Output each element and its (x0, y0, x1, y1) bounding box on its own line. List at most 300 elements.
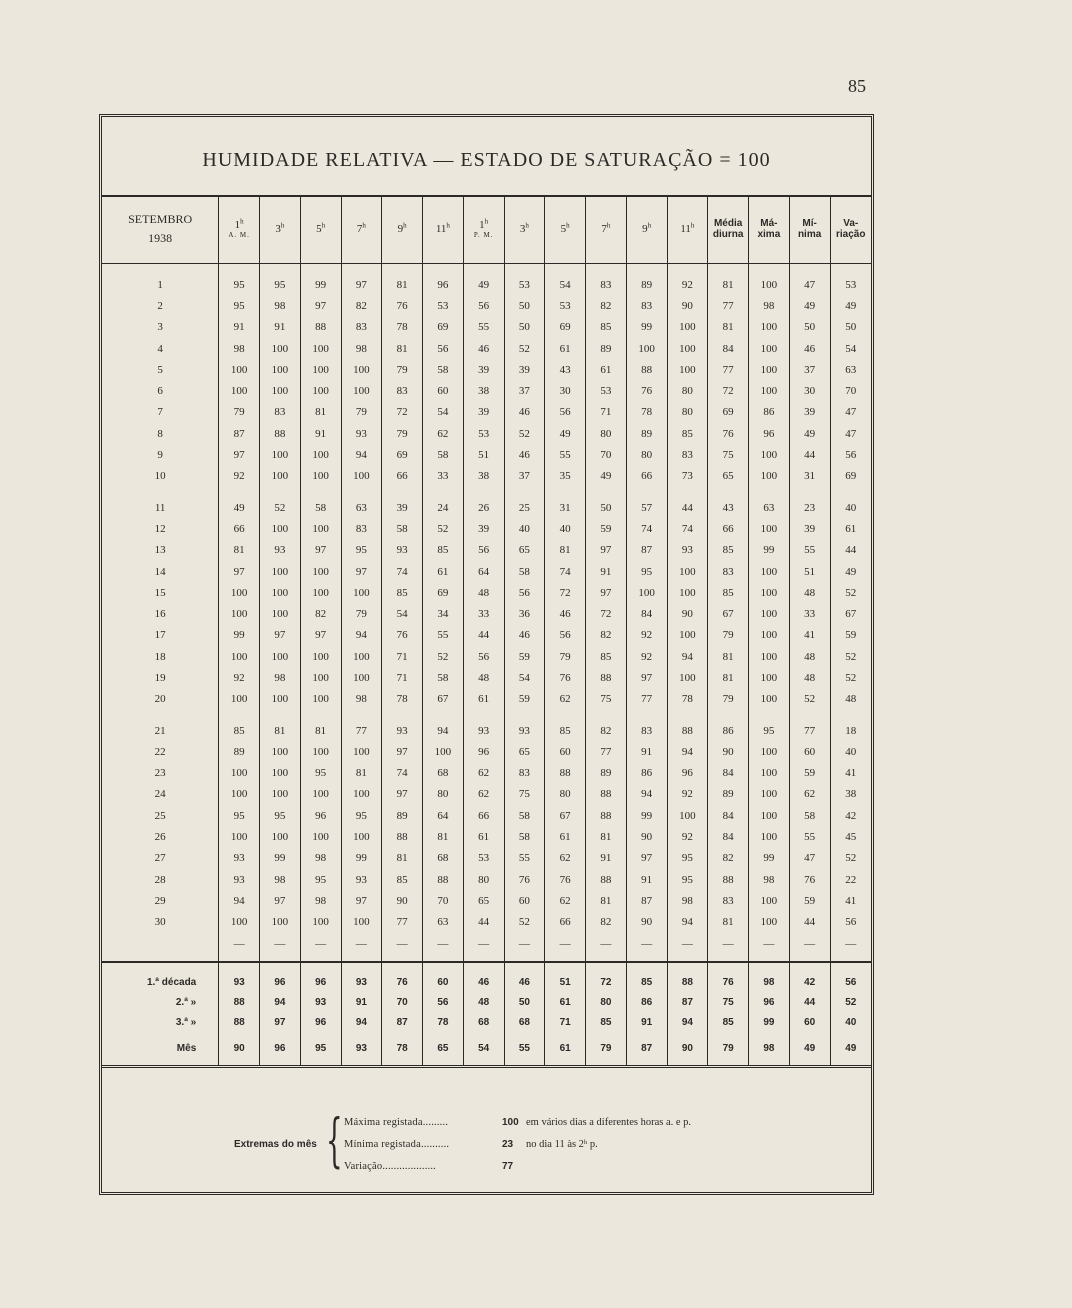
day-cell: 91 (626, 741, 667, 762)
day-cell: 54 (423, 402, 464, 423)
day-cell: 50 (504, 295, 545, 316)
day-cell: 79 (382, 423, 423, 444)
day-cell: 97 (586, 582, 627, 603)
day-cell: 100 (219, 784, 260, 805)
day-cell: 94 (667, 741, 708, 762)
day-cell: 82 (586, 625, 627, 646)
day-cell: 77 (626, 689, 667, 710)
day-cell: 66 (545, 912, 586, 933)
day-cell: 100 (749, 380, 790, 401)
day-cell: 37 (504, 466, 545, 487)
day-cell: 78 (626, 402, 667, 423)
day-cell: 72 (586, 603, 627, 624)
spacer-cell (749, 962, 790, 973)
day-cell: 97 (341, 561, 382, 582)
day-cell: 98 (667, 890, 708, 911)
hour-label: 7 (601, 223, 607, 236)
day-cell: 59 (830, 625, 871, 646)
day-cell: 69 (423, 317, 464, 338)
day-cell: 94 (423, 720, 464, 741)
month-cell: 90 (667, 1033, 708, 1067)
day-cell: 56 (423, 338, 464, 359)
month-cell: 54 (463, 1033, 504, 1067)
day-cell: 81 (219, 540, 260, 561)
day-cell: 49 (830, 561, 871, 582)
day-cell: 52 (260, 497, 301, 518)
month-cell: 95 (300, 1033, 341, 1067)
day-cell: 39 (463, 402, 504, 423)
spacer-cell (708, 962, 749, 973)
spacer-cell (382, 962, 423, 973)
day-cell: 95 (749, 720, 790, 741)
day-cell: 53 (463, 848, 504, 869)
spacer-cell (382, 487, 423, 497)
spacer-cell (463, 487, 504, 497)
day-cell: 98 (260, 295, 301, 316)
dash-cell (102, 933, 219, 955)
day-cell: 76 (382, 295, 423, 316)
day-cell: 100 (260, 338, 301, 359)
spacer-cell (667, 487, 708, 497)
day-cell: 23 (789, 497, 830, 518)
day-cell: 47 (830, 423, 871, 444)
day-cell: 91 (586, 848, 627, 869)
day-cell: 99 (219, 625, 260, 646)
day-cell: 91 (626, 869, 667, 890)
summary-cell: 68 (463, 1013, 504, 1033)
hour-header: 1$^h$ P. M. (463, 195, 504, 264)
spacer-cell (789, 487, 830, 497)
day-cell: 85 (545, 720, 586, 741)
day-cell: 62 (545, 848, 586, 869)
day-cell: 83 (586, 274, 627, 295)
day-cell: 30 (789, 380, 830, 401)
day-cell: 48 (463, 667, 504, 688)
day-cell: 83 (260, 402, 301, 423)
day-cell: 54 (382, 603, 423, 624)
spacer-cell (789, 264, 830, 275)
day-cell: 100 (300, 359, 341, 380)
day-cell: 98 (219, 338, 260, 359)
day-cell: 39 (789, 402, 830, 423)
day-cell: 90 (626, 826, 667, 847)
summary-cell: 96 (260, 973, 301, 993)
day-cell: 41 (789, 625, 830, 646)
day-cell: 100 (300, 689, 341, 710)
month-cell: 78 (382, 1033, 423, 1067)
day-cell: 30 (545, 380, 586, 401)
day-cell: 78 (382, 317, 423, 338)
day-cell: 94 (626, 784, 667, 805)
day-cell: 40 (545, 518, 586, 539)
spacer-cell (667, 962, 708, 973)
day-cell: 85 (382, 869, 423, 890)
day-cell: 95 (667, 869, 708, 890)
day-cell: 77 (586, 741, 627, 762)
day-cell: 81 (586, 890, 627, 911)
separator-cell (463, 955, 504, 962)
day-cell-label: 21 (154, 724, 166, 737)
day-cell: 80 (423, 784, 464, 805)
separator-cell (260, 955, 301, 962)
day-cell: 58 (423, 444, 464, 465)
day-cell: 66 (626, 466, 667, 487)
day-cell: 63 (830, 359, 871, 380)
day-cell: 93 (667, 540, 708, 561)
day-cell: 81 (708, 317, 749, 338)
day-cell: 80 (667, 402, 708, 423)
day-cell: 54 (504, 667, 545, 688)
separator-cell (626, 955, 667, 962)
hour-label: 11 (680, 223, 691, 236)
day-cell: 79 (708, 625, 749, 646)
day-cell: 96 (463, 741, 504, 762)
day-cell-label: 12 (154, 522, 166, 535)
hour-header: 5$^h$ (545, 195, 586, 264)
day-cell: 63 (341, 497, 382, 518)
day-cell: 81 (260, 720, 301, 741)
day-cell: 85 (708, 582, 749, 603)
day-cell: 45 (830, 826, 871, 847)
day-cell: 52 (504, 338, 545, 359)
day-cell: 100 (749, 689, 790, 710)
day-cell: 100 (749, 561, 790, 582)
summary-cell: 60 (423, 973, 464, 993)
day-cell: 48 (789, 667, 830, 688)
day-cell: 49 (545, 423, 586, 444)
table-row (102, 295, 871, 316)
day-cell: 89 (626, 274, 667, 295)
day-cell: 74 (545, 561, 586, 582)
day-cell-label: 19 (154, 671, 166, 684)
spacer-cell (749, 710, 790, 720)
day-cell: 65 (504, 741, 545, 762)
spacer-cell (749, 487, 790, 497)
day-cell: 35 (545, 466, 586, 487)
day-cell: 100 (341, 741, 382, 762)
spacer-cell (300, 264, 341, 275)
extreme-var-value: 77 (502, 1161, 514, 1172)
day-cell: 74 (626, 518, 667, 539)
day-cell: 44 (789, 912, 830, 933)
summary-row (102, 1013, 871, 1033)
day-cell: 88 (708, 869, 749, 890)
spacer-cell (626, 264, 667, 275)
day-cell: 92 (667, 784, 708, 805)
day-cell: 61 (463, 826, 504, 847)
table-row (102, 784, 871, 805)
day-cell: 84 (708, 826, 749, 847)
day-cell: 89 (382, 805, 423, 826)
day-cell: 80 (586, 423, 627, 444)
day-cell: 100 (341, 646, 382, 667)
extremes-label: Extremas do mês (234, 1139, 317, 1150)
day-cell: 84 (708, 763, 749, 784)
day-cell: 63 (423, 912, 464, 933)
day-cell: 55 (463, 317, 504, 338)
table-row (102, 402, 871, 423)
day-cell: 100 (341, 380, 382, 401)
month-cell: 87 (626, 1033, 667, 1067)
hour-header: 11$^h$ (667, 195, 708, 264)
day-cell: 43 (708, 497, 749, 518)
day-cell: 100 (749, 667, 790, 688)
day-cell: 83 (341, 317, 382, 338)
day-cell: 55 (789, 540, 830, 561)
day-cell: 100 (219, 646, 260, 667)
day-cell: 68 (423, 763, 464, 784)
day-cell: 46 (504, 444, 545, 465)
day-cell: 55 (504, 848, 545, 869)
month-cell: 93 (341, 1033, 382, 1067)
spacer-cell (545, 264, 586, 275)
day-cell: 100 (423, 741, 464, 762)
table-row (102, 646, 871, 667)
dash-cell: — (463, 933, 504, 955)
day-cell: 61 (545, 826, 586, 847)
spacer-cell (626, 487, 667, 497)
day-cell: 96 (749, 423, 790, 444)
spacer-cell (423, 264, 464, 275)
table-row (102, 848, 871, 869)
day-cell: 91 (219, 317, 260, 338)
day-cell: 81 (423, 826, 464, 847)
day-cell: 97 (626, 848, 667, 869)
spacer-cell (260, 264, 301, 275)
separator-cell (219, 955, 260, 962)
day-cell: 89 (219, 741, 260, 762)
spacer-cell (789, 962, 830, 973)
day-cell: 87 (219, 423, 260, 444)
month-label: SETEMBRO (128, 211, 193, 226)
extreme-max-line (344, 1117, 691, 1128)
day-cell: 100 (667, 359, 708, 380)
day-cell: 76 (626, 380, 667, 401)
day-cell: 62 (463, 763, 504, 784)
day-cell: 95 (260, 805, 301, 826)
day-cell: 90 (382, 890, 423, 911)
day-cell: 100 (260, 646, 301, 667)
dash-cell: — (667, 933, 708, 955)
day-cell-label: 2 (157, 299, 163, 312)
day-cell: 100 (749, 646, 790, 667)
spacer-cell (341, 487, 382, 497)
day-cell: 100 (341, 466, 382, 487)
day-cell: 100 (300, 338, 341, 359)
spacer-cell (504, 710, 545, 720)
day-cell: 95 (260, 274, 301, 295)
spacer-cell (504, 264, 545, 275)
day-cell: 91 (300, 423, 341, 444)
day-cell: 46 (504, 625, 545, 646)
day-cell: 56 (545, 625, 586, 646)
day-cell: 90 (667, 603, 708, 624)
spacer-cell (382, 710, 423, 720)
spacer-cell (382, 264, 423, 275)
separator-cell (586, 955, 627, 962)
spacer-cell (667, 264, 708, 275)
day-cell: 50 (586, 497, 627, 518)
day-cell: 97 (300, 625, 341, 646)
spacer-cell (260, 962, 301, 973)
day-cell-label: 23 (154, 767, 166, 780)
dash-cell: — (545, 933, 586, 955)
day-cell-label: 24 (154, 788, 166, 801)
day-cell: 100 (219, 359, 260, 380)
separator-cell (102, 955, 219, 962)
spacer-cell (219, 264, 260, 275)
summary-cell: 94 (341, 1013, 382, 1033)
day-cell: 100 (260, 603, 301, 624)
table-row (102, 317, 871, 338)
day-cell: 44 (789, 444, 830, 465)
spacer-cell (423, 710, 464, 720)
year-label: 1938 (148, 231, 173, 245)
day-cell: 49 (586, 466, 627, 487)
day-cell: 79 (341, 402, 382, 423)
day-cell: 70 (830, 380, 871, 401)
day-cell: 98 (300, 890, 341, 911)
day-cell: 62 (545, 689, 586, 710)
extreme-max-desc: em vários dias a diferentes horas a. e p. (526, 1117, 692, 1128)
day-cell: 61 (423, 561, 464, 582)
day-cell: 89 (586, 763, 627, 784)
day-cell: 100 (260, 763, 301, 784)
header-row (102, 195, 871, 264)
day-cell: 100 (749, 359, 790, 380)
day-cell-label: 17 (154, 629, 166, 642)
dash-cell: — (749, 933, 790, 955)
day-cell-label: 7 (157, 406, 163, 419)
day-cell: 100 (219, 380, 260, 401)
table-row (102, 380, 871, 401)
hour-label: 9 (397, 223, 404, 236)
hour-header: 3$^h$ (504, 195, 545, 264)
spacer-cell (423, 487, 464, 497)
extreme-min-line (344, 1139, 598, 1150)
day-cell: 100 (300, 784, 341, 805)
day-cell: 100 (749, 518, 790, 539)
day-cell: 63 (749, 497, 790, 518)
day-cell: 50 (789, 317, 830, 338)
day-cell: 97 (219, 561, 260, 582)
extreme-var-line (344, 1161, 520, 1172)
day-cell: 93 (504, 720, 545, 741)
day-cell: 66 (219, 518, 260, 539)
day-cell: 98 (749, 869, 790, 890)
hour-label: 11 (435, 223, 447, 236)
spacer-cell (586, 962, 627, 973)
day-cell: 99 (626, 317, 667, 338)
day-cell: 97 (260, 625, 301, 646)
day-cell-label: 6 (157, 385, 163, 398)
summary-cell: 56 (423, 993, 464, 1013)
extreme-max-label: Máxima registada......... (344, 1117, 449, 1128)
month-cell: 49 (789, 1033, 830, 1067)
day-cell: 55 (545, 444, 586, 465)
day-cell: 80 (545, 784, 586, 805)
day-cell: 98 (341, 338, 382, 359)
hour-header: 1$^h$ A. M. (219, 195, 260, 264)
separator-cell (667, 955, 708, 962)
day-cell: 100 (749, 625, 790, 646)
day-cell: 74 (382, 763, 423, 784)
spacer-cell (260, 710, 301, 720)
day-cell: 97 (382, 741, 423, 762)
day-cell: 81 (545, 540, 586, 561)
day-cell: 93 (341, 869, 382, 890)
table-row (102, 359, 871, 380)
day-cell: 100 (749, 763, 790, 784)
day-cell: 52 (830, 582, 871, 603)
month-cell: 98 (749, 1033, 790, 1067)
day-cell: 81 (708, 646, 749, 667)
day-cell: 75 (504, 784, 545, 805)
day-cell: 79 (219, 402, 260, 423)
day-cell: 44 (830, 540, 871, 561)
day-cell: 96 (667, 763, 708, 784)
day-cell: 46 (463, 338, 504, 359)
hour-header: 7$^h$ (341, 195, 382, 264)
day-cell: 88 (300, 317, 341, 338)
day-cell: 53 (545, 295, 586, 316)
month-cell: 65 (423, 1033, 464, 1067)
day-cell: 70 (423, 890, 464, 911)
day-cell: 67 (545, 805, 586, 826)
separator-cell (749, 955, 790, 962)
stat-header-mean: Média diurna (708, 195, 749, 264)
day-cell: 96 (423, 274, 464, 295)
day-cell: 74 (667, 518, 708, 539)
day-cell: 51 (789, 561, 830, 582)
spacer-cell (219, 487, 260, 497)
day-cell: 58 (504, 805, 545, 826)
day-cell: 22 (830, 869, 871, 890)
day-cell: 83 (382, 380, 423, 401)
day-cell: 75 (708, 444, 749, 465)
day-cell: 88 (382, 826, 423, 847)
day-cell: 93 (219, 848, 260, 869)
table-row (102, 625, 871, 646)
hour-label: 5 (560, 223, 567, 236)
day-cell: 53 (504, 274, 545, 295)
day-cell-label: 8 (157, 427, 163, 440)
day-cell: 92 (667, 826, 708, 847)
day-cell: 69 (423, 582, 464, 603)
summary-cell-label: 2.ª » (175, 997, 197, 1009)
dash-cell: — (626, 933, 667, 955)
summary-cell: 68 (504, 1013, 545, 1033)
day-cell: 77 (382, 912, 423, 933)
day-cell: 97 (300, 295, 341, 316)
day-cell: 80 (667, 380, 708, 401)
day-cell: 94 (667, 646, 708, 667)
day-cell: 46 (504, 402, 545, 423)
day-cell-label: 20 (154, 693, 166, 706)
day-cell: 62 (423, 423, 464, 444)
day-cell: 93 (382, 720, 423, 741)
day-cell-label: 14 (154, 565, 166, 578)
day-cell: 59 (586, 518, 627, 539)
month-cell: 79 (586, 1033, 627, 1067)
day-cell: 52 (830, 848, 871, 869)
day-cell: 95 (341, 540, 382, 561)
day-cell: 100 (260, 518, 301, 539)
day-cell: 100 (341, 826, 382, 847)
day-cell: 46 (545, 603, 586, 624)
day-cell-label: 1 (157, 278, 163, 291)
dash-cell: — (586, 933, 627, 955)
